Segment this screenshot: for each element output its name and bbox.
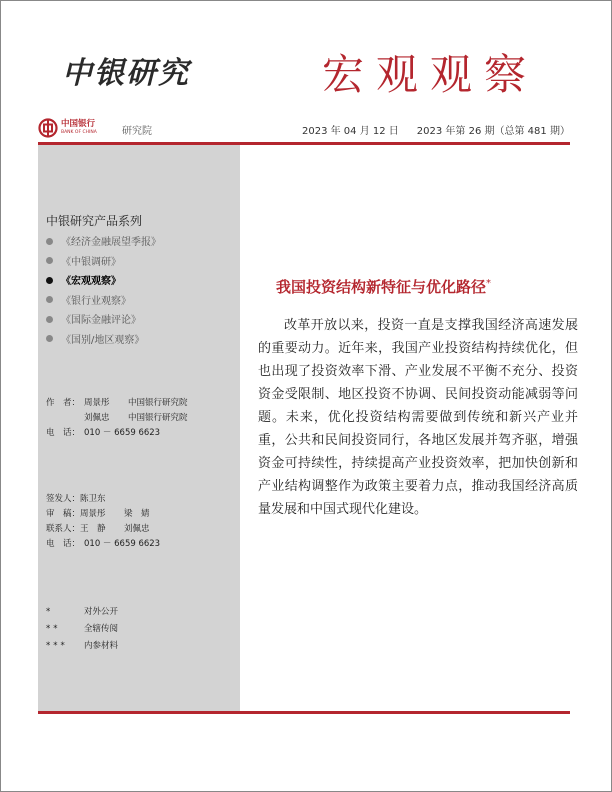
product-item[interactable]: 《经济金融展望季报》: [46, 236, 161, 256]
reviewer-row: [46, 507, 160, 522]
phone-label: 电 话：: [46, 428, 81, 438]
bullet-icon: [46, 335, 53, 342]
author-name: 刘佩忠: [84, 413, 110, 423]
author-label: 作 者：: [46, 398, 81, 408]
contact-row: [46, 522, 160, 537]
classification-label: 内参材料: [84, 641, 119, 651]
bank-of-china-emblem-icon: [38, 118, 58, 138]
issue-info: [302, 122, 570, 137]
bullet-icon: [46, 277, 53, 284]
classification-stars: **: [46, 624, 61, 634]
bullet-icon: [46, 238, 53, 245]
product-item[interactable]: 《中银调研》: [46, 256, 161, 276]
product-list: [46, 236, 161, 353]
bank-logo-cn-text: 中国银行: [61, 119, 96, 129]
author-row: [46, 396, 188, 411]
contact-name: 王 静: [80, 524, 106, 534]
products-heading: 中银研究产品系列: [46, 214, 143, 228]
classification-stars: ***: [46, 641, 68, 651]
footnote-mark: *: [486, 278, 492, 289]
phone-label: 电 话：: [46, 539, 81, 549]
product-item-current[interactable]: 《宏观观察》: [46, 275, 161, 295]
reviewer-name: 梁 婧: [124, 509, 150, 519]
article-abstract: 改革开放以来，投资一直是支撑我国经济高速发展的重要动力。近年来，我国产业投资结构持续优化，但也出现了投资效率下滑、产业发展不平衡不充分、投资资金受限制、地区投资不协调、民间投资动能减弱等问题。未来，优化投资结构需要做到传统和新兴产业并重，公共和民间投资同行，各地区发展并驾齐驱，增强资金可持续性，持续提高产业投资效率，把加快创新和产业结构调整作为政策主要着力点，推动我国经济高质量发展和中国式现代化建设。: [258, 318, 578, 517]
bank-logo-en-text: BANK OF CHINA: [61, 130, 97, 135]
phone-number: 010 － 6659 6623: [84, 539, 161, 549]
bullet-icon: [46, 257, 53, 264]
reviewer-name: 周景彤: [80, 509, 106, 519]
classification-stars: *: [46, 607, 54, 617]
classification-row: [46, 621, 118, 638]
contact-label: 联系人：: [46, 524, 81, 534]
author-name: 周景彤: [84, 398, 110, 408]
signoff-block: [46, 492, 160, 552]
reviewer-label: 审 稿：: [46, 509, 81, 519]
phone-row: [46, 426, 188, 441]
signer-label: 签发人：: [46, 494, 81, 504]
bullet-icon: [46, 316, 53, 323]
classification-row: [46, 604, 118, 621]
institute-name: 研究院: [122, 126, 152, 137]
signer-name: 陈卫东: [80, 494, 106, 504]
product-item[interactable]: 《国别/地区观察》: [46, 334, 161, 354]
author-org: 中国银行研究院: [128, 398, 188, 408]
classification-legend: [46, 604, 118, 655]
signer-row: [46, 492, 160, 507]
author-org: 中国银行研究院: [128, 413, 188, 423]
author-row: [46, 411, 188, 426]
phone-row: [46, 537, 160, 552]
issue-number: 2023 年第 26 期（总第 481 期）: [416, 126, 570, 137]
article-title: [276, 276, 491, 297]
series-title: 宏观观察: [322, 50, 539, 99]
product-item[interactable]: 《国际金融评论》: [46, 314, 161, 334]
product-item[interactable]: 《银行业观察》: [46, 295, 161, 315]
article-title-text: 我国投资结构新特征与优化路径: [276, 278, 487, 296]
classification-label: 对外公开: [84, 607, 119, 617]
classification-label: 全辖传阅: [84, 624, 119, 634]
bank-of-china-logo: [38, 117, 116, 139]
classification-row: [46, 638, 118, 655]
phone-number: 010 － 6659 6623: [84, 428, 161, 438]
brand-calligraphy-logo: 中银研究: [62, 56, 190, 91]
authors-block: [46, 396, 188, 441]
footer-divider: [38, 711, 570, 714]
contact-name: 刘佩忠: [124, 524, 150, 534]
publish-date: 2023 年 04 月 12 日: [302, 126, 399, 137]
bullet-icon: [46, 296, 53, 303]
